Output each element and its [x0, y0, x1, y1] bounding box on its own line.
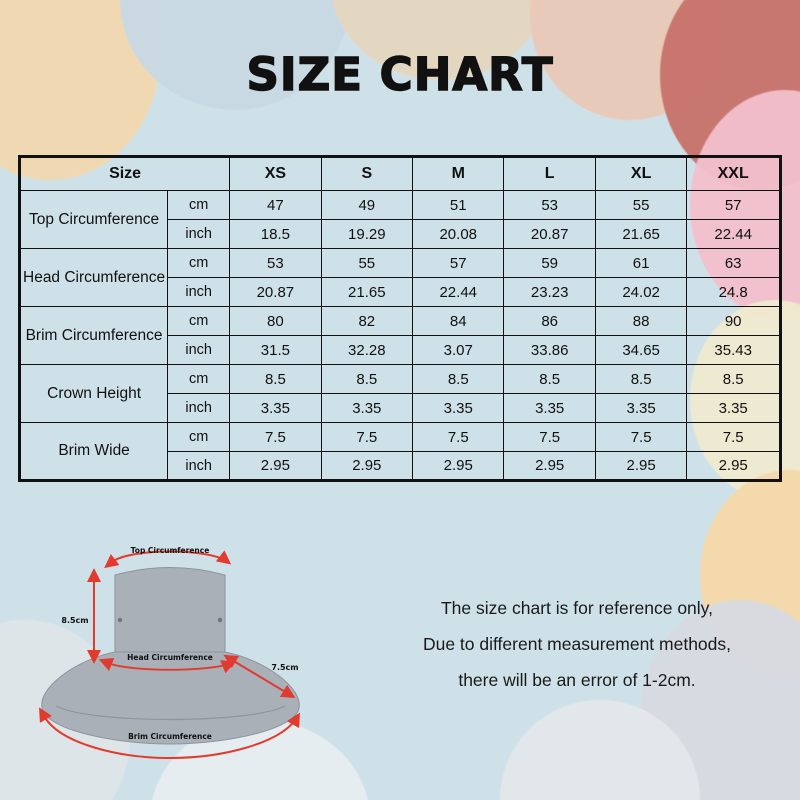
cell-value: 51 [413, 191, 504, 220]
cell-value: 7.5 [321, 423, 412, 452]
cell-value: 61 [595, 249, 686, 278]
note-line-2: Due to different measurement methods, [422, 634, 732, 654]
cell-value: 34.65 [595, 336, 686, 365]
cell-value: 2.95 [595, 452, 686, 481]
cell-value: 8.5 [321, 365, 412, 394]
column-header-size: Size [20, 157, 230, 191]
cell-value: 86 [504, 307, 595, 336]
cell-value: 22.44 [413, 278, 504, 307]
cell-value: 3.35 [321, 394, 412, 423]
size-chart-table-wrapper [18, 155, 782, 482]
table-body [20, 191, 781, 481]
cell-value: 49 [321, 191, 412, 220]
table-row [20, 365, 781, 394]
diagram-label-head-circumference: Head Circumference [127, 653, 213, 662]
column-header-l: L [504, 157, 595, 191]
cell-value: 18.5 [230, 220, 321, 249]
diagram-label-brim-wide: 7.5cm [271, 663, 299, 672]
cell-value: 20.87 [230, 278, 321, 307]
row-label-head-circumference: Head Circumference [20, 249, 168, 307]
column-header-xl: XL [595, 157, 686, 191]
cell-value: 7.5 [413, 423, 504, 452]
cell-value: 53 [230, 249, 321, 278]
row-label-brim-wide: Brim Wide [20, 423, 168, 481]
cell-value: 90 [687, 307, 781, 336]
cell-value: 24.02 [595, 278, 686, 307]
table-row [20, 307, 781, 336]
cell-value: 23.23 [504, 278, 595, 307]
column-header-s: S [321, 157, 412, 191]
diagram-label-crown-height: 8.5cm [61, 616, 89, 625]
cell-value: 35.43 [687, 336, 781, 365]
cell-value: 3.07 [413, 336, 504, 365]
cell-value: 3.35 [595, 394, 686, 423]
cell-value: 21.65 [595, 220, 686, 249]
diagram-label-top-circumference: Top Circumference [130, 546, 210, 555]
disclaimer-note [372, 590, 782, 698]
row-unit-cm: cm [168, 423, 230, 452]
row-unit-inch: inch [168, 278, 230, 307]
page-title: SIZE CHART [246, 48, 554, 101]
table-row [20, 423, 781, 452]
cell-value: 8.5 [230, 365, 321, 394]
size-chart-table [18, 155, 782, 482]
column-header-xs: XS [230, 157, 321, 191]
row-label-crown-height: Crown Height [20, 365, 168, 423]
row-unit-cm: cm [168, 365, 230, 394]
cell-value: 2.95 [687, 452, 781, 481]
row-unit-cm: cm [168, 307, 230, 336]
cell-value: 57 [687, 191, 781, 220]
cell-value: 2.95 [230, 452, 321, 481]
cell-value: 57 [413, 249, 504, 278]
table-row [20, 249, 781, 278]
cell-value: 55 [595, 191, 686, 220]
cell-value: 8.5 [413, 365, 504, 394]
cell-value: 63 [687, 249, 781, 278]
cell-value: 7.5 [504, 423, 595, 452]
cell-value: 8.5 [595, 365, 686, 394]
table-row [20, 191, 781, 220]
table-header [20, 157, 781, 191]
cell-value: 53 [504, 191, 595, 220]
diagram-label-brim-circumference: Brim Circumference [128, 732, 212, 741]
column-header-xxl: XXL [687, 157, 781, 191]
cell-value: 2.95 [504, 452, 595, 481]
row-unit-inch: inch [168, 394, 230, 423]
row-unit-inch: inch [168, 336, 230, 365]
note-line-1: The size chart is for reference only, [440, 598, 713, 618]
cell-value: 2.95 [321, 452, 412, 481]
cell-value: 19.29 [321, 220, 412, 249]
note-line-3: there will be an error of 1-2cm. [458, 670, 696, 690]
cell-value: 47 [230, 191, 321, 220]
cell-value: 33.86 [504, 336, 595, 365]
cell-value: 22.44 [687, 220, 781, 249]
row-unit-cm: cm [168, 249, 230, 278]
cell-value: 88 [595, 307, 686, 336]
cell-value: 3.35 [413, 394, 504, 423]
cell-value: 82 [321, 307, 412, 336]
cell-value: 3.35 [230, 394, 321, 423]
cell-value: 8.5 [504, 365, 595, 394]
row-label-brim-circumference: Brim Circumference [20, 307, 168, 365]
cell-value: 3.35 [504, 394, 595, 423]
cell-value: 31.5 [230, 336, 321, 365]
row-unit-inch: inch [168, 220, 230, 249]
row-unit-cm: cm [168, 191, 230, 220]
row-unit-inch: inch [168, 452, 230, 481]
table-header-row [20, 157, 781, 191]
column-header-m: M [413, 157, 504, 191]
cell-value: 55 [321, 249, 412, 278]
cell-value: 21.65 [321, 278, 412, 307]
cell-value: 80 [230, 307, 321, 336]
cell-value: 7.5 [230, 423, 321, 452]
cell-value: 20.87 [504, 220, 595, 249]
cell-value: 20.08 [413, 220, 504, 249]
cell-value: 84 [413, 307, 504, 336]
cell-value: 3.35 [687, 394, 781, 423]
cell-value: 7.5 [595, 423, 686, 452]
row-label-top-circumference: Top Circumference [20, 191, 168, 249]
hat-measurement-diagram [20, 520, 360, 770]
cell-value: 59 [504, 249, 595, 278]
cell-value: 7.5 [687, 423, 781, 452]
cell-value: 24.8 [687, 278, 781, 307]
cell-value: 32.28 [321, 336, 412, 365]
cell-value: 2.95 [413, 452, 504, 481]
cell-value: 8.5 [687, 365, 781, 394]
